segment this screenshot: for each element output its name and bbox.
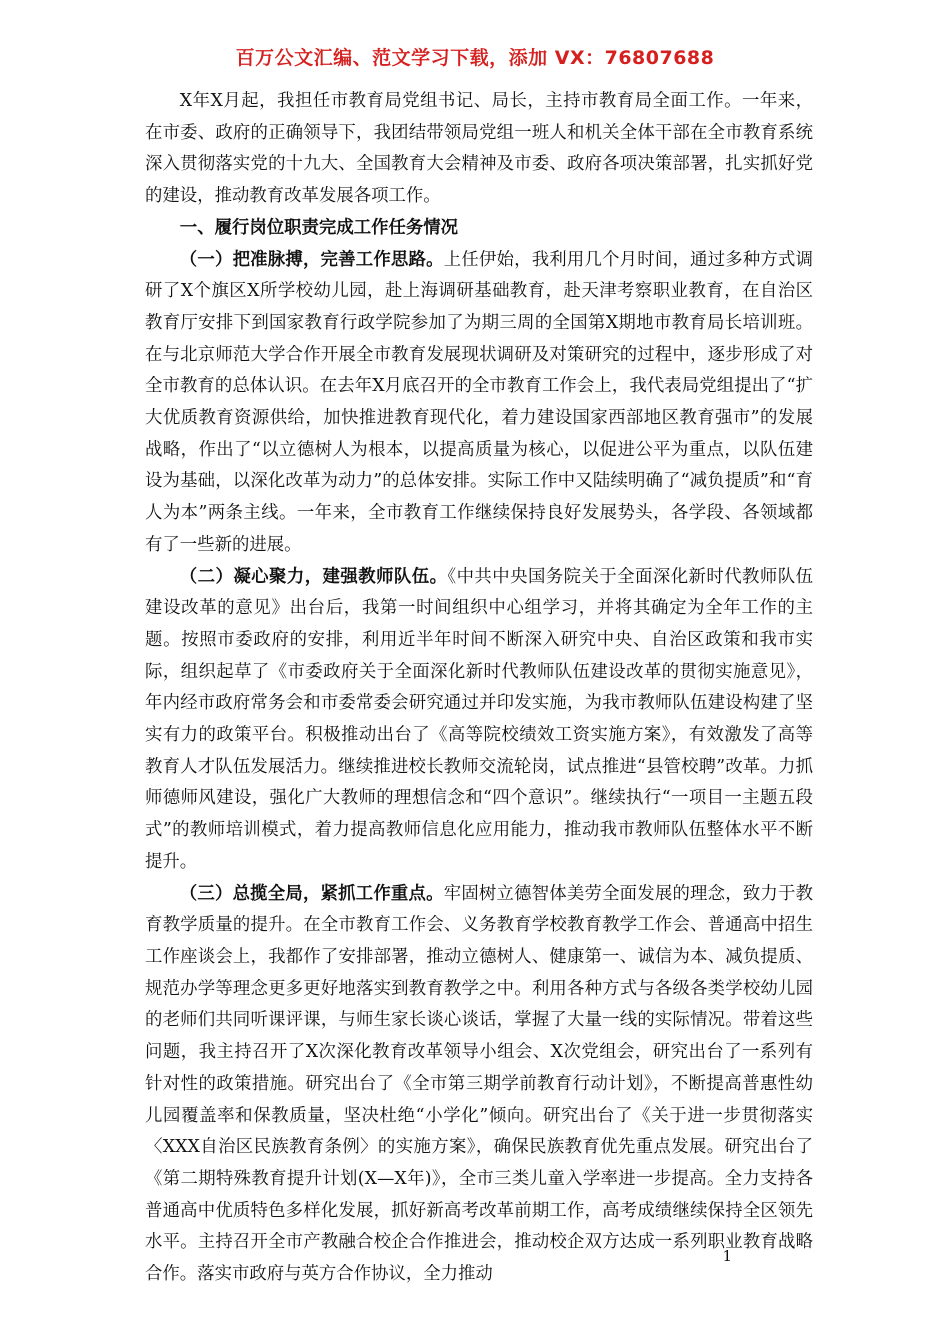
item-1-text: 上任伊始，我利用几个月时间，通过多种方式调研了X个旗区X所学校幼儿园，赴上海调研基础教育，赴天津考察职业教育，在自治区教育厅安排下到国家教育行政学院参加了为期三周的全国第X期地市教育局长培训班。在与北京师范大学合作开展全市教育发展现状调研及对策研究的过程中，逐步形成了对全市教育的总体认识。在去年X月底召开的全市教育工作会上，我代表局党组提出了“扩大优质教育资源供给，加快推进教育现代化，着力建设国家西部地区教育强市”的发展战略，作出了“以立德树人为根本，以提高质量为核心，以促进公平为重点，以队伍建设为基础，以深化改革为动力”的总体安排。实际工作中又陆续明确了“减负提质”和“育人为本”两条主线。一年来，全市教育工作继续保持良好发展势头，各学段、各领域都有了一些新的进展。 [145, 249, 813, 555]
item-2-text: 《中共中央国务院关于全面深化新时代教师队伍建设改革的意见》出台后，我第一时间组织中心组学习，并将其确定为全年工作的主题。按照市委政府的安排，利用近半年时间不断深入研究中央、自治区政策和我市实际，组织起草了《市委政府关于全面深化新时代教师队伍建设改革的贯彻实施意见》，年内经市政府常务会和市委常委会研究通过并印发实施，为我市教师队伍建设构建了坚实有力的政策平台。积极推动出台了《高等院校绩效工资实施方案》，有效激发了高等教育人才队伍发展活力。继续推进校长教师交流轮岗，试点推进“县管校聘”改革。力抓师德师风建设，强化广大教师的理想信念和“四个意识”。继续执行“一项目一主题五段式”的教师培训模式，着力提高教师信息化应用能力，推动我市教师队伍整体水平不断提升。 [145, 566, 813, 872]
page-number: 1 [722, 1247, 732, 1265]
item-1-lead: （一）把准脉搏，完善工作思路。 [179, 249, 444, 270]
paragraph-item-2 [145, 562, 813, 879]
paragraph-item-1 [145, 245, 813, 562]
paragraph-item-3 [145, 879, 813, 1291]
intro-paragraph: X年X月起，我担任市教育局党组书记、局长，主持市教育局全面工作。一年来，在市委、政府的正确领导下，我团结带领局党组一班人和机关全体干部在全市教育系统深入贯彻落实党的十九大、全国教育大会精神及市委、政府各项决策部署，扎实抓好党的建设，推动教育改革发展各项工作。 [145, 91, 813, 207]
section-heading: 一、履行岗位职责完成工作任务情况 [179, 217, 459, 238]
item-3-text: 牢固树立德智体美劳全面发展的理念，致力于教育教学质量的提升。在全市教育工作会、义务教育学校教育教学工作会、普通高中招生工作座谈会上，我都作了安排部署，推动立德树人、健康第一、诚信为本、减负提质、规范办学等理念更多更好地落实到教育教学之中。利用各种方式与各级各类学校幼儿园的老师们共同听课评课，与师生家长谈心谈话，掌握了大量一线的实际情况。带着这些问题，我主持召开了X次深化教育改革领导小组会、X次党组会，研究出台了一系列有针对性的政策措施。研究出台了《全市第三期学前教育行动计划》，不断提高普惠性幼儿园覆盖率和保教质量，坚决杜绝“小学化”倾向。研究出台了《关于进一步贯彻落实〈XXX自治区民族教育条例〉的实施方案》，确保民族教育优先重点发展。研究出台了《第二期特殊教育提升计划(X—X年)》，全市三类儿童入学率进一步提高。全力支持各普通高中优质特色多样化发展，抓好新高考改革前期工作，高考成绩继续保持全区领先水平。主持召开全市产教融合校企合作推进会，推动校企双方达成一系列职业教育战略合作。落实市政府与英方合作协议，全力推动 [145, 883, 813, 1285]
promo-banner: 百万公文汇编、范文学习下载，添加 VX：76807688 [235, 47, 715, 69]
item-2-lead: （二）凝心聚力，建强教师队伍。 [179, 566, 448, 587]
item-3-lead: （三）总揽全局，紧抓工作重点。 [179, 883, 444, 904]
document-body [145, 86, 813, 1291]
